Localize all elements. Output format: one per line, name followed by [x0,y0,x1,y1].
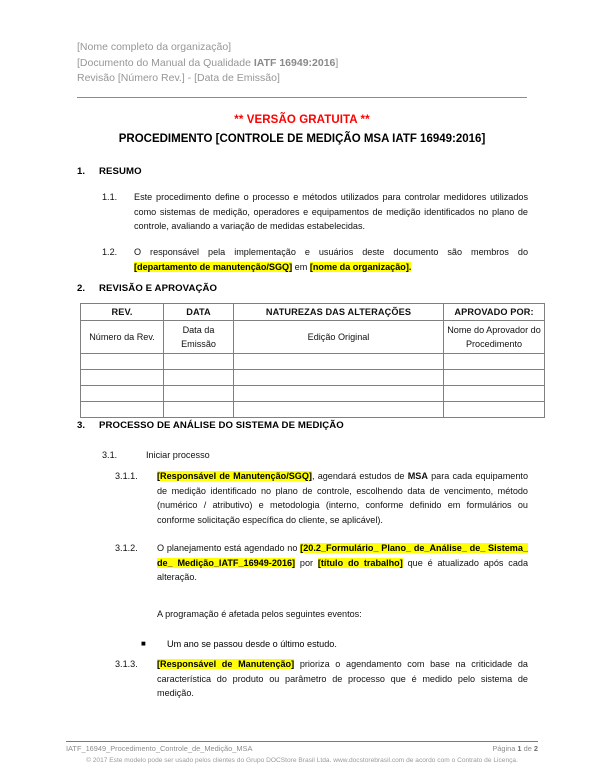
table-row [81,354,545,370]
table-cell-data[interactable]: Data da Emissão [164,321,234,354]
p12-text-1: O responsável pela implementação e usuários deste documento são membros do [134,247,528,257]
table-cell-rev[interactable] [81,386,164,402]
table-cell-data[interactable] [164,354,234,370]
header-manual-suffix: ] [335,56,339,69]
table-cell-rev[interactable] [81,402,164,418]
section-1-number: 1. [77,166,86,177]
paragraph-1-2 [102,245,528,274]
header-org-name: [Nome completo da organização] [77,41,232,53]
p312-highlight-job-title: [título do trabalho] [317,557,403,568]
header-manual-ref [77,56,527,72]
bullet-icon: ■ [141,639,146,648]
table-cell-data[interactable] [164,370,234,386]
table-cell-aprovado[interactable] [444,402,545,418]
paragraph-3-1-text: Iniciar processo [146,450,210,460]
free-version-banner: ** VERSÃO GRATUITA ** [234,114,370,126]
paragraph-3-1-2-label: 3.1.2. [115,543,138,553]
revision-approval-table [80,303,545,418]
section-heading-1 [77,166,142,177]
paragraph-3-1-1 [115,469,528,527]
list-item [141,637,528,652]
p311-text-2: para cada equipamento de medição identificado no plano de controle, escolhendo data de vencimento, método (numérico / atributivo) e metodologia (interno, conforme definido em formulários ou conforme solicitação específica do cliente, se aplicável). [157,471,528,525]
table-cell-natureza[interactable]: Edição Original [234,321,444,354]
table-header-aprovado: APROVADO POR: [444,304,545,321]
p311-text-1: , agendará estudos de [311,471,408,481]
paragraph-3-1-2 [115,541,528,585]
table-cell-natureza[interactable] [234,354,444,370]
table-cell-natureza[interactable] [234,402,444,418]
section-1-label: RESUMO [99,166,142,177]
page-number-prefix: Página [492,744,518,753]
paragraph-3-1-3 [115,657,528,701]
paragraph-1-1-text: Este procedimento define o processo e métodos utilizados para controlar medidores utilizados como sistemas de medição, operadores e equipamentos de medição identificados no plano de controle, avaliando a variação de medidas estabelecidas. [134,192,528,232]
footer-copyright: © 2017 Este modelo pode ser usado pelos clientes do Grupo DOCStore Brasil Ltda. www.docstorebrasil.com de acordo com o Contrato de Licença. [86,757,518,764]
document-header [77,40,527,87]
page-number-current: 1 [517,744,522,753]
p312-text-3: que é atualizado após cada alteração. [157,557,528,583]
table-cell-aprovado[interactable] [444,354,545,370]
paragraph-3-1-1-text [157,469,528,527]
table-cell-rev[interactable] [81,370,164,386]
page-number [492,744,538,753]
table-cell-natureza[interactable] [234,386,444,402]
section-3-label: PROCESSO DE ANÁLISE DO SISTEMA DE MEDIÇÃO [99,420,344,431]
table-row [81,402,545,418]
page-number-mid: de [521,744,534,753]
table-cell-rev[interactable]: Número da Rev. [81,321,164,354]
section-heading-2 [77,283,217,294]
p313-text-1: prioriza o agendamento com base na criticidade da característica do produto ou parâmetro de processo que é medido pelo sistema de medição. [157,659,528,699]
paragraph-1-2-label: 1.2. [102,247,118,257]
table-header-data: DATA [164,304,234,321]
p312-text-1: O planejamento está agendado no [157,543,301,553]
paragraph-1-2-text [134,245,528,274]
p12-highlight-department: [departamento de manutenção/SGQ] [134,261,293,272]
table-cell-data[interactable] [164,386,234,402]
paragraph-3-1-1-label: 3.1.1. [115,471,138,481]
p12-text-2: em [292,261,310,272]
p311-highlight-responsible: [Responsável de Manutenção/SGQ] [157,471,312,481]
header-manual-prefix: [Documento do Manual da Qualidade [77,56,254,69]
paragraph-1-1 [102,190,528,234]
header-revision-info: Revisão [Número Rev.] - [Data de Emissão] [77,72,280,84]
table-cell-aprovado[interactable] [444,386,545,402]
table-cell-natureza[interactable] [234,370,444,386]
p312-highlight-form: [20.2_Formulário_ Plano_ de_Análise_ de_ Sistema_ de_ Medição_IATF_16949-2016] [157,543,528,568]
table-header-row [81,304,545,321]
p312-text-2: por [295,557,318,568]
section-2-label: REVISÃO E APROVAÇÃO [99,283,218,294]
table-row [81,370,545,386]
paragraph-3-1 [102,448,528,463]
section-2-number: 2. [77,283,86,294]
footer-document-code: IATF_16949_Procedimento_Controle_de_Medição_MSA [66,744,253,753]
list-item-label: Um ano se passou desde o último estudo. [167,639,337,649]
p311-bold-msa: MSA [407,471,428,481]
document-title: PROCEDIMENTO [CONTROLE DE MEDIÇÃO MSA IATF 16949:2016] [118,133,486,145]
paragraph-events-intro-text: A programação é afetada pelos seguintes eventos: [157,609,362,619]
footer-divider [66,741,538,742]
section-3-number: 3. [77,420,86,431]
paragraph-3-1-3-label: 3.1.3. [115,659,138,669]
table-cell-aprovado[interactable]: Nome do Aprovador do Procedimento [444,321,545,354]
paragraph-events-intro [157,607,528,622]
table-row [81,321,545,354]
page-number-total: 2 [533,744,538,753]
header-standard-code: IATF 16949:2016 [253,56,336,69]
table-cell-rev[interactable] [81,354,164,370]
section-heading-3 [77,420,344,431]
footer-primary-line [66,744,538,753]
table-header-natureza: NATUREZAS DAS ALTERAÇÕES [234,304,444,321]
table-cell-data[interactable] [164,402,234,418]
paragraph-3-1-3-text [157,657,528,701]
paragraph-1-1-label: 1.1. [102,192,118,202]
p12-highlight-org: [nome da organização]. [309,261,412,272]
paragraph-3-1-2-text [157,541,528,585]
table-row [81,386,545,402]
paragraph-3-1-label: 3.1. [102,450,118,460]
header-divider [77,97,527,98]
p313-highlight-responsible: [Responsável de Manutenção] [157,659,295,669]
table-header-rev: REV. [81,304,164,321]
table-cell-aprovado[interactable] [444,370,545,386]
